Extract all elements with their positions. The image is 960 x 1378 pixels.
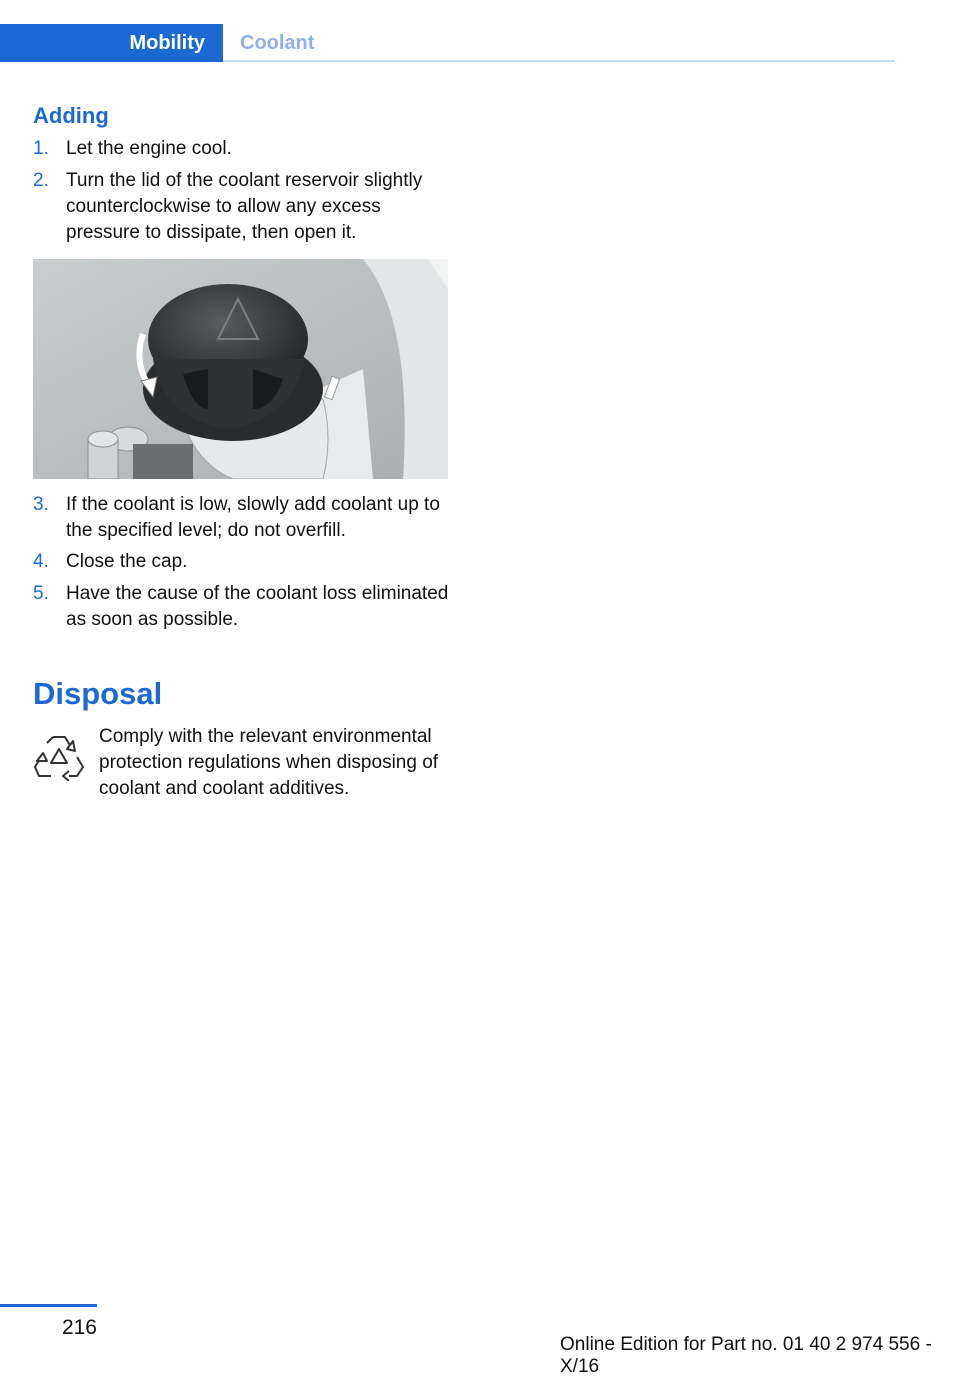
list-item — [33, 136, 453, 162]
step-number: 5. — [33, 583, 49, 604]
header-divider — [223, 60, 895, 62]
step-text: Let the engine cool. — [66, 138, 232, 159]
section-title-adding: Adding — [33, 103, 109, 128]
list-item — [33, 549, 453, 575]
step-text: If the coolant is low, slowly add coolant up to the specified level; do not overfill. — [66, 494, 440, 541]
tab-mobility[interactable]: Mobility — [0, 24, 223, 62]
tab-coolant[interactable]: Coolant — [240, 32, 315, 54]
page-number: 216 — [61, 1316, 97, 1339]
step-number: 4. — [33, 551, 49, 572]
page-header — [0, 24, 895, 62]
list-item — [33, 492, 453, 544]
step-number: 3. — [33, 494, 49, 515]
step-number: 2. — [33, 170, 49, 191]
list-item — [33, 168, 453, 246]
footer-divider — [0, 1304, 97, 1307]
edition-text: Online Edition for Part no. 01 40 2 974 556 - X/16 — [560, 1334, 932, 1377]
recycle-icon — [33, 729, 85, 781]
coolant-cap-illustration — [33, 259, 448, 479]
disposal-text: Comply with the relevant environmental protection regulations when disposing of coolant and coolant additives. — [99, 726, 439, 799]
step-number: 1. — [33, 138, 49, 159]
step-text: Have the cause of the coolant loss eliminated as soon as possible. — [66, 583, 449, 630]
section-title-disposal: Disposal — [33, 676, 163, 711]
list-item — [33, 581, 453, 633]
step-text: Close the cap. — [66, 551, 188, 572]
step-text: Turn the lid of the coolant reservoir slightly counterclockwise to allow any excess pressure to dissipate, then open it. — [66, 170, 423, 243]
